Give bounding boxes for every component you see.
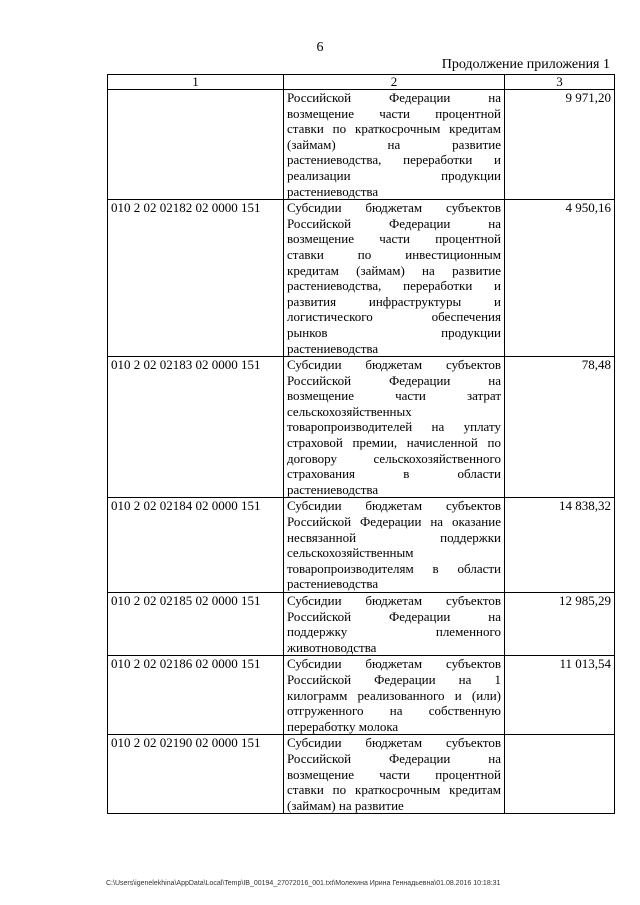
budget-table: [107, 74, 615, 814]
description-line: растениеводства: [287, 576, 379, 592]
description-line: возмещение части затрат: [287, 388, 501, 404]
budget-code: 010 2 02 02185 02 0000 151: [108, 593, 284, 656]
description-line: ставки по инвестиционным: [287, 246, 501, 262]
footer-file-path: C:\Users\igenelekhina\AppData\Local\Temp\IB_00194_27072016_001.txt\Молехина Ирина Геннадьевна\01.08.2016 10:18:31: [106, 880, 501, 887]
description-line: Субсидии бюджетам субъектов: [287, 498, 501, 514]
description-line: Российской Федерации на: [287, 90, 501, 105]
amount: 12 985,29: [505, 593, 615, 656]
table-row: [108, 656, 615, 735]
description-line: растениеводства: [287, 340, 379, 356]
description-line: страхования в области: [287, 466, 501, 482]
description-line: возмещение части процентной: [287, 231, 501, 247]
amount: 78,48: [505, 357, 615, 498]
description-line: переработку молока: [287, 718, 399, 734]
budget-code: 010 2 02 02184 02 0000 151: [108, 498, 284, 593]
table-row: [108, 200, 615, 357]
description: [284, 200, 505, 357]
description: [284, 735, 505, 814]
description-line: ставки по краткосрочным кредитам: [287, 121, 501, 137]
description: [284, 357, 505, 498]
description: [284, 498, 505, 593]
description-line: Субсидии бюджетам субъектов: [287, 200, 501, 216]
description: [284, 656, 505, 735]
description-line: Российской Федерации на 1: [287, 671, 501, 687]
description-line: возмещение части процентной: [287, 766, 501, 782]
continuation-label: Продолжение приложения 1: [441, 57, 610, 72]
description-line: килограмм реализованного и (или): [287, 687, 501, 703]
description-line: Субсидии бюджетам субъектов: [287, 735, 501, 751]
description-line: сельскохозяйственных: [287, 403, 412, 419]
amount: 11 013,54: [505, 656, 615, 735]
description-line: (займам) на развитие: [287, 136, 501, 152]
table-row: [108, 357, 615, 498]
description-line: договору сельскохозяйственного: [287, 450, 501, 466]
amount: 9 971,20: [505, 90, 615, 200]
table-row: [108, 735, 615, 814]
description-line: Российской Федерации на оказание: [287, 514, 501, 530]
budget-code: 010 2 02 02186 02 0000 151: [108, 656, 284, 735]
description-line: (займам) на развитие: [287, 797, 404, 813]
description-line: товаропроизводителям в области: [287, 560, 501, 576]
column-header-2: 2: [284, 75, 505, 90]
description-line: Субсидии бюджетам субъектов: [287, 593, 501, 608]
description-line: растениеводства, переработки и: [287, 152, 501, 168]
description-line: Субсидии бюджетам субъектов: [287, 656, 501, 672]
page-number: 6: [316, 40, 324, 55]
budget-code: 010 2 02 02183 02 0000 151: [108, 357, 284, 498]
description-line: ставки по краткосрочным кредитам: [287, 782, 501, 798]
description-line: Российской Федерации на: [287, 608, 501, 624]
description: [284, 593, 505, 656]
description-line: Российской Федерации на: [287, 215, 501, 231]
description-line: товаропроизводителей на уплату: [287, 419, 501, 435]
description-line: возмещение части процентной: [287, 105, 501, 121]
description: [284, 90, 505, 200]
description-line: логистического обеспечения: [287, 309, 501, 325]
budget-code: [108, 90, 284, 200]
table-row: [108, 593, 615, 656]
budget-code: 010 2 02 02190 02 0000 151: [108, 735, 284, 814]
budget-code: 010 2 02 02182 02 0000 151: [108, 200, 284, 357]
amount: 14 838,32: [505, 498, 615, 593]
description-line: сельскохозяйственным: [287, 545, 414, 561]
description-line: развития инфраструктуры и: [287, 293, 501, 309]
description-line: животноводства: [287, 639, 377, 655]
description-line: отгруженного на собственную: [287, 703, 501, 719]
amount: 4 950,16: [505, 200, 615, 357]
table-row: [108, 498, 615, 593]
description-line: Российской Федерации на: [287, 750, 501, 766]
description-line: поддержку племенного: [287, 624, 501, 640]
table-row: [108, 90, 615, 200]
amount: [505, 735, 615, 814]
description-line: рынков продукции: [287, 324, 501, 340]
description-line: несвязанной поддержки: [287, 529, 501, 545]
description-line: растениеводства: [287, 183, 379, 199]
column-header-1: 1: [108, 75, 284, 90]
description-line: растениеводства, переработки и: [287, 278, 501, 294]
column-header-3: 3: [505, 75, 615, 90]
description-line: Российской Федерации на: [287, 372, 501, 388]
description-line: Субсидии бюджетам субъектов: [287, 357, 501, 373]
table-header-row: [108, 75, 615, 90]
description-line: растениеводства: [287, 481, 379, 497]
description-line: кредитам (займам) на развитие: [287, 262, 501, 278]
description-line: реализации продукции: [287, 167, 501, 183]
description-line: страховой премии, начисленной по: [287, 435, 501, 451]
